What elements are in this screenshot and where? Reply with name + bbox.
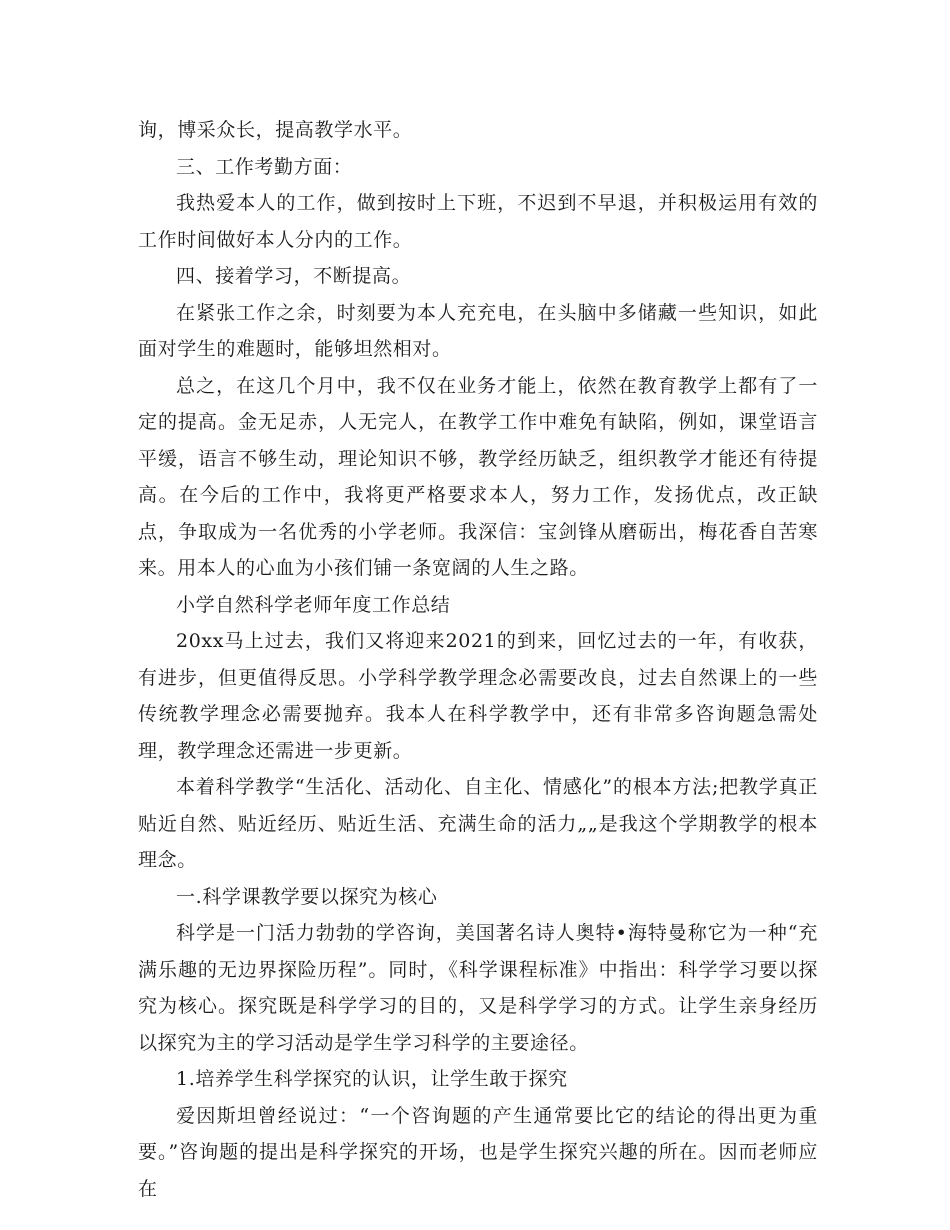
paragraph-attendance: 我热爱本人的工作，做到按时上下班，不迟到不早退，并积极运用有效的工作时间做好本人分内的工作。 [138, 192, 818, 251]
subsection-heading-awareness: 1.培养学生科学探究的认识，让学生敢于探究 [176, 1068, 568, 1090]
paragraph-intro: 20xx马上过去，我们又将迎来2021的到来，回忆过去的一年，有收获，有进步，但更值得反思。小学科学教学理念必需要改良，过去自然课上的一些传统教学理念必需要抛弃。我本人在科学教学中，还有非常多咨询题急需处理，教学理念还需进一步更新。 [138, 630, 818, 762]
section-heading-inquiry: 一.科学课教学要以探究为核心 [176, 885, 438, 908]
paragraph-learning: 在紧张工作之余，时刻要为本人充充电，在头脑中多储藏一些知识，如此面对学生的难题时，能够坦然相对。 [138, 301, 818, 360]
document-subtitle: 小学自然科学老师年度工作总结 [176, 593, 451, 616]
document-body [138, 112, 818, 1207]
section-heading-learning: 四、接着学习，不断提高。 [176, 265, 412, 287]
paragraph-conclusion: 总之，在这几个月中，我不仅在业务才能上，依然在教育教学上都有了一定的提高。金无足赤，人无完人，在教学工作中难免有缺陷，例如，课堂语言平缓，语言不够生动，理论知识不够，教学经历缺乏，组织教学才能还有待提高。在今后的工作中，我将更严格要求本人，努力工作，发扬优点，改正缺点，争取成为一名优秀的小学老师。我深信：宝剑锋从磨砺出，梅花香自苦寒来。用本人的心血为小孩们铺一条宽阔的人生之路。 [138, 374, 818, 579]
paragraph-einstein: 爱因斯坦曾经说过：“一个咨询题的产生通常要比它的结论的得出更为重要。”咨询题的提出是科学探究的开场，也是学生探究兴趣的所在。因而老师应在 [138, 1104, 818, 1200]
paragraph-teaching-concept: 本着科学教学“生活化、活动化、自主化、情感化”的根本方法;把教学真正贴近自然、贴近经历、贴近生活、充满生命的活力„„是我这个学期教学的根本理念。 [138, 776, 818, 871]
section-heading-attendance: 三、工作考勤方面： [176, 155, 353, 178]
paragraph-inquiry: 科学是一门活力勃勃的学咨询，美国著名诗人奥特•海特曼称它为一种“充满乐趣的无边界探险历程”。同时，《科学课程标准》中指出：科学学习要以探究为核心。探究既是科学学习的目的，又是科学学习的方式。让学生亲身经历以探究为主的学习活动是学生学习科学的主要途径。 [138, 922, 818, 1054]
paragraph-continuation: 询，博采众长，提高教学水平。 [138, 119, 413, 141]
